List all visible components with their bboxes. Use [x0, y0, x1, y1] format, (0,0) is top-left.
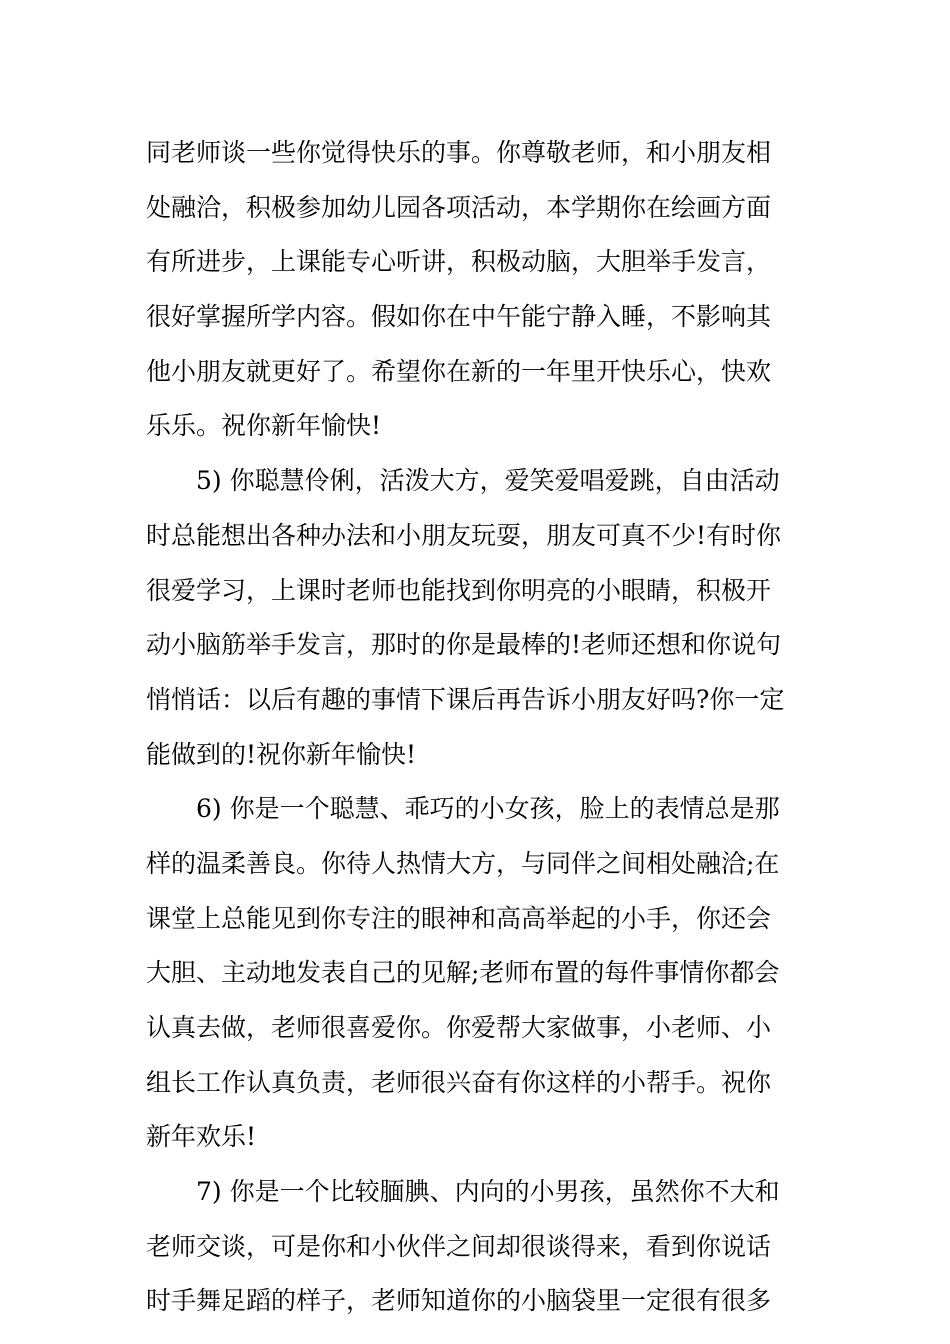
paragraph-start-line: 7) 你是一个比较腼腆、内向的小男孩，虽然你不大和: [196, 1177, 780, 1207]
text-line: 组长工作认真负责，老师很兴奋有你这样的小帮手。祝你: [146, 1067, 772, 1097]
text-line: 时手舞足蹈的样子，老师知道你的小脑袋里一定很有很多: [146, 1286, 772, 1316]
text-line: 样的温柔善良。你待人热情大方，与同伴之间相处融洽;在: [146, 848, 780, 878]
text-line: 很好掌握所学内容。假如你在中午能宁静入睡，不影响其: [146, 302, 772, 332]
text-line: 老师交谈，可是你和小伙伴之间却很谈得来，看到你说话: [146, 1231, 772, 1261]
paragraph-start-line: 6) 你是一个聪慧、乖巧的小女孩，脸上的表情总是那: [196, 794, 780, 824]
text-line: 处融洽，积极参加幼儿园各项活动，本学期你在绘画方面: [146, 192, 772, 222]
text-line: 大胆、主动地发表自己的见解;老师布置的每件事情你都会: [146, 958, 780, 988]
text-line: 新年欢乐!: [146, 1122, 257, 1152]
text-line: 悄悄话：以后有趣的事情下课后再告诉小朋友好吗?你一定: [146, 684, 785, 714]
text-line: 能做到的!祝你新年愉快!: [146, 739, 417, 769]
text-line: 他小朋友就更好了。希望你在新的一年里开快乐心，快欢: [146, 356, 772, 386]
text-line: 乐乐。祝你新年愉快!: [146, 411, 382, 441]
text-line: 动小脑筋举手发言，那时的你是最棒的!老师还想和你说句: [146, 630, 782, 660]
text-line: 认真去做，老师很喜爱你。你爱帮大家做事，小老师、小: [146, 1013, 772, 1042]
text-line: 同老师谈一些你觉得快乐的事。你尊敬老师，和小朋友相: [146, 138, 772, 167]
text-line: 时总能想出各种办法和小朋友玩耍，朋友可真不少!有时你: [146, 520, 782, 550]
text-line: 很爱学习，上课时老师也能找到你明亮的小眼睛，积极开: [146, 575, 772, 605]
text-line: 课堂上总能见到你专注的眼神和高高举起的小手，你还会: [146, 903, 772, 933]
paragraph-start-line: 5) 你聪慧伶俐，活泼大方，爱笑爱唱爱跳，自由活动: [196, 466, 780, 496]
body-text: [146, 126, 810, 1329]
text-line: 有所进步，上课能专心听讲，积极动脑，大胆举手发言，: [146, 247, 772, 277]
